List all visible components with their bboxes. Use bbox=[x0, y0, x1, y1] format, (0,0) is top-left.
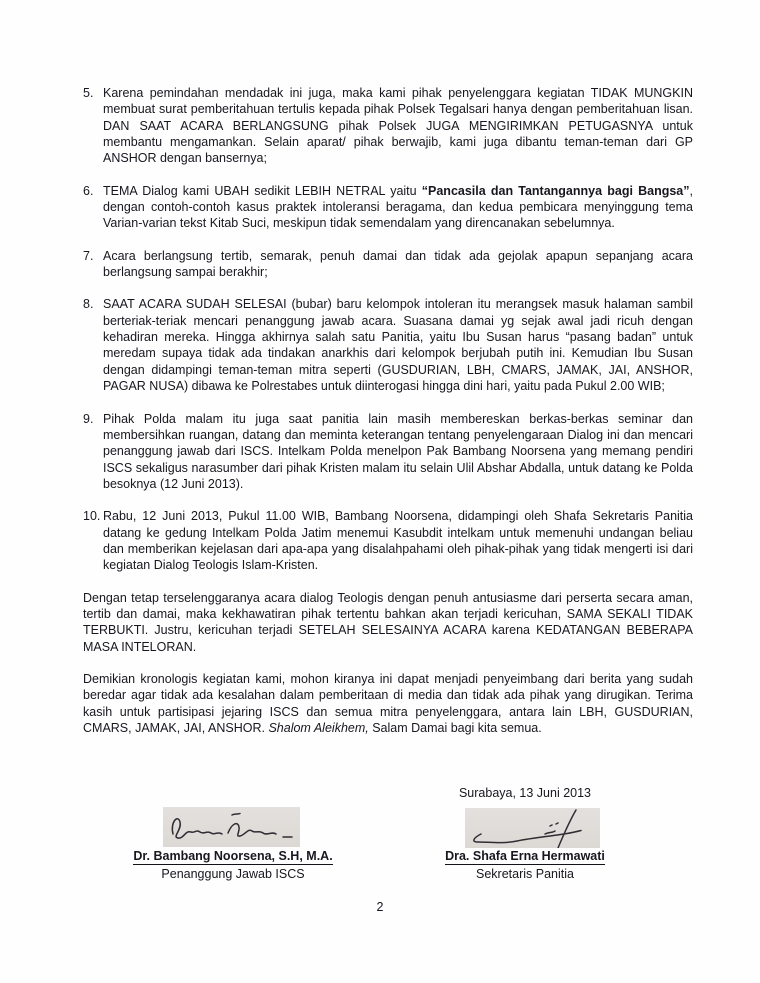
signatory-name-right: Dra. Shafa Erna Hermawati bbox=[445, 849, 605, 863]
page-number: 2 bbox=[376, 900, 384, 914]
list-item-number: 5. bbox=[83, 86, 94, 100]
list-item-text: Acara berlangsung tertib, semarak, penuh damai dan tidak ada gejolak apapun sepanjang acara berlangsung sampai berakhir; bbox=[103, 248, 693, 280]
document-body bbox=[83, 85, 693, 752]
list-item-number: 8. bbox=[83, 297, 94, 312]
signature-date: Surabaya, 13 Juni 2013 bbox=[458, 786, 592, 800]
list-item-number: 10. bbox=[83, 509, 101, 524]
list-item-text: SAAT ACARA SUDAH SELESAI (bubar) baru kelompok intoleran itu merangsek masuk halaman sambil berteriak-teriak mencari penanggung jawab acara. Suasana damai yg sejak awal jadi ricuh dengan kehadiran mereka. Hingga akhirnya salah satu Panitia, yaitu Ibu Susan harus “pasang badan” untuk meredam supaya tidak ada tindakan anarkhis dari kelompok berjubah putih ini. Kemudian Ibu Susan dengan didampingi teman-teman mitra seperti (GUSDURIAN, LBH, CMARS, JAMAK, JAI, ANSHOR, PAGAR NUSA) dibawa ke Polrestabes untuk diinterogasi hingga dini hari, yaitu pada Pukul 2.00 WIB; bbox=[103, 297, 693, 394]
list-item-text: TEMA Dialog kami UBAH sedikit LEBIH NETRAL yaitu “Pancasila dan Tantangannya bagi Bangsa”, dengan contoh-contoh kasus praktek intoleransi beragama, dan kedua pembicara menyinggung tema Varian-varian tekst Kitab Suci, meskipun tidak semendalam yang direncanakan sebelumnya. bbox=[103, 183, 693, 231]
signatory-name-left: Dr. Bambang Noorsena, S.H, M.A. bbox=[133, 849, 333, 863]
list-item bbox=[83, 183, 693, 232]
list-item bbox=[83, 508, 693, 573]
handwritten-signature-left bbox=[163, 807, 300, 847]
closing-paragraph: Demikian kronologis kegiatan kami, mohon kiranya ini dapat menjadi penyeimbang dari berita yang sudah beredar agar tidak ada kesalahan dalam pemberitaan di media dan tidak ada pihak yang dirugikan. Terima kasih untuk partisipasi jejaring ISCS dan semua mitra penyelenggara, antara lain LBH, GUSDURIAN, CMARS, JAMAK, JAI, ANSHOR. Shalom Aleikhem, Salam Damai bagi kita semua. bbox=[83, 671, 693, 735]
list-item-text: Karena pemindahan mendadak ini juga, maka kami pihak penyelenggara kegiatan TIDAK MUNGKIN membuat surat pemberitahuan tertulis kepada pihak Polsek Tegalsari hanya dengan pemberitahuan lisan. DAN SAAT ACARA BERLANGSUNG pihak Polsek JUGA MENGIRIMKAN PETUGASNYA untuk membantu mengamankan. Selain aparat/ pihak berwajib, kami juga dibantu teman-teman dari GP ANSHOR dengan bansernya; bbox=[103, 86, 693, 166]
bambang-signature-image bbox=[163, 807, 300, 847]
closing-paragraph: Dengan tetap terselenggaranya acara dialog Teologis dengan penuh antusiasme dari perserta secara aman, tertib dan damai, maka kekhawatiran pihak tertentu bahkan akan terjadi kericuhan, SAMA SEKALI TIDAK TERBUKTI. Justru, kericuhan terjadi SETELAH SELESAINYA ACARA karena KEDATANGAN BEBERAPA MASA INTELORAN. bbox=[83, 590, 693, 654]
shafa-signature-image bbox=[465, 808, 600, 848]
list-item bbox=[83, 296, 693, 394]
list-item bbox=[83, 85, 693, 167]
list-item-number: 9. bbox=[83, 411, 94, 426]
signatory-title-right: Sekretaris Panitia bbox=[476, 867, 574, 881]
list-item-number: 6. bbox=[83, 183, 94, 198]
list-item-text: Rabu, 12 Juni 2013, Pukul 11.00 WIB, Bambang Noorsena, didampingi oleh Shafa Sekretaris Panitia datang ke gedung Intelkam Polda Jatim menemui Kasubdit intelkam untuk memenuhi undangan beliau dan memberikan kejelasan dari apa-apa yang disalahpahami oleh pihak-pihak yang tidak mengerti isi dari kegiatan Dialog Teologis Islam-Kristen. bbox=[103, 509, 693, 573]
list-item bbox=[83, 411, 693, 493]
list-item bbox=[83, 248, 693, 281]
signatory-title-left: Penanggung Jawab ISCS bbox=[161, 867, 305, 881]
list-item-text: Pihak Polda malam itu juga saat panitia lain masih membereskan berkas-berkas seminar dan membersihkan ruangan, datang dan meminta keterangan tentang penyelengaraan Dialog ini dan mencari penanggung jawab dari ISCS. Intelkam Polda menelpon Pak Bambang Noorsena yang memang pendiri ISCS sekaligus narasumber dari pihak Kristen malam itu selain Ulil Abshar Abdalla, untuk datang ke Polda besoknya (12 Juni 2013). bbox=[103, 411, 693, 491]
handwritten-signature-right bbox=[465, 808, 600, 848]
list-item-number: 7. bbox=[83, 248, 94, 263]
